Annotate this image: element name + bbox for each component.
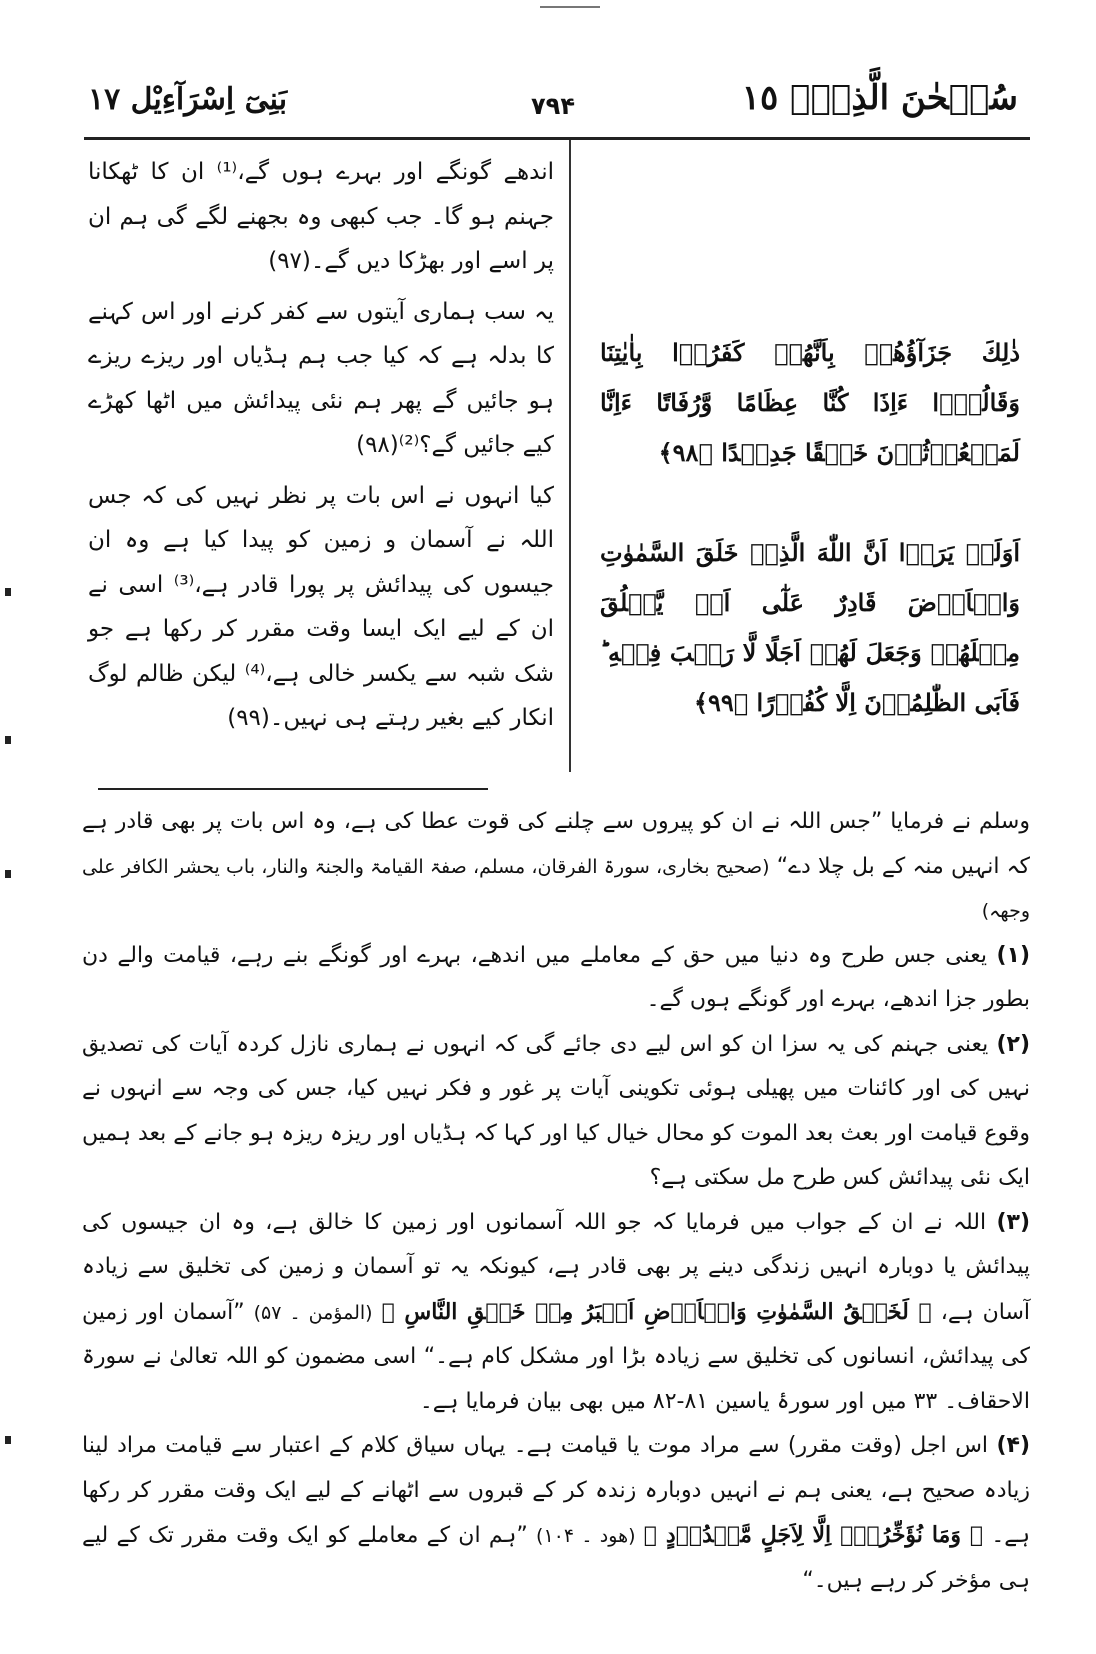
translation-verse-98: یہ سب ہماری آیتوں سے کفر کرنے اور اس کہنے کا بدلہ ہے کہ کیا جب ہم ہڈیاں اور ریزے ریزے ہو جائیں گے پھر ہم نئی پیدائش میں اٹھا کھڑے کیے جائیں گے؟⁽²⁾(۹۸) (88, 298, 554, 458)
margin-mark (5, 588, 11, 596)
footnote-number: (۲) (996, 1031, 1030, 1057)
footnote-ayah: ﴿ لَخَلۡقُ السَّمٰوٰتِ وَالۡاَرۡضِ اَكۡبَرُ مِنۡ خَلۡقِ النَّاسِ ﴾ (381, 1298, 932, 1325)
footnote-text: یعنی جس طرح وہ دنیا میں حق کے معاملے میں اندھے، بہرے اور گونگے بنے رہے، قیامت والے دن بطور جزا اندھے، بہرے اور گونگے ہوں گے۔ (82, 942, 1030, 1012)
footnote-reference: (ھود ۔ ۱۰۴) (536, 1525, 636, 1547)
urdu-translation-column (88, 150, 554, 747)
footnote-number: (۴) (996, 1433, 1031, 1458)
footnote-3 (82, 1201, 1030, 1425)
margin-mark (5, 870, 11, 878)
footnote-rule (98, 788, 488, 790)
footnote-reference: (صحیح بخاری، سورۃ الفرقان، مسلم، صفۃ القیامۃ والجنۃ والنار، باب یحشر الکافر علی وجھہ) (82, 855, 1030, 922)
margin-mark (5, 736, 11, 744)
page-header (78, 78, 1028, 134)
arabic-verse-98: ذٰلِكَ جَزَآؤُهُمۡ بِاَنَّهُمۡ كَفَرُوۡا بِاٰيٰتِنَا وَقَالُوۡۤا ءَاِذَا كُنَّا عِظَامًا وَّرُفَاتًا ءَاِنَّا لَمَبۡعُوۡثُوۡنَ خَلۡقًا جَدِيۡدًا ﴿۹۸﴾ (600, 338, 1020, 467)
footnote-text: وسلم نے فرمایا ”جس اللہ نے ان کو پیروں سے چلنے کی قوت عطا کی ہے، وہ اس بات پر بھی قادر ہے کہ انہیں منہ کے بل چلا دے“ (82, 809, 1030, 879)
footnote-continued (82, 800, 1030, 934)
column-divider (569, 140, 571, 772)
page-number: ۷۹۴ (531, 92, 575, 120)
arabic-verse-99: اَوَلَمۡ يَرَوۡا اَنَّ اللّٰهَ الَّذِىۡ خَلَقَ السَّمٰوٰتِ وَالۡاَرۡضَ قَادِرٌ عَلٰٓى اَنۡ يَّخۡلُقَ مِثۡلَهُمۡ وَجَعَلَ لَهُمۡ اَجَلًا لَّا رَيۡبَ فِيۡهِ ؕ فَاَبَى الظّٰلِمُوۡنَ اِلَّا كُفُوۡرًا ﴿۹۹﴾ (600, 538, 1020, 717)
translation-verse-99: کیا انہوں نے اس بات پر نظر نہیں کی کہ جس اللہ نے آسمان و زمین کو پیدا کیا ہے وہ ان جیسوں کی پیدائش پر پورا قادر ہے،⁽³⁾ اسی نے ان کے لیے ایک ایسا وقت مقرر کر رکھا ہے جو شک شبہ سے یکسر خالی ہے،⁽⁴⁾ لیکن ظالم لوگ انکار کیے بغیر رہتے ہی نہیں۔(۹۹) (88, 482, 554, 731)
footnote-text: اس اجل (وقت مقرر) سے مراد موت یا قیامت ہے۔ یہاں سیاق کلام کے اعتبار سے قیامت مراد لینا زیادہ صحیح ہے، یعنی ہم نے انہیں دوبارہ زندہ کر کے قبروں سے اٹھانے کے لیے ایک وقت مقرر کر رکھا ہے۔ (82, 1433, 1031, 1548)
header-rule (84, 137, 1030, 140)
scan-mark (540, 6, 600, 8)
footnote-text-continued: ”ہم ان کے معاملے کو ایک وقت مقرر تک کے لیے ہی مؤخر کر رہے ہیں۔“ (82, 1523, 1030, 1593)
footnote-text: اللہ نے ان کے جواب میں فرمایا کہ جو اللہ آسمانوں اور زمین کا خالق ہے، وہ ان جیسوں کی پیدائش یا دوبارہ انہیں زندگی دینے پر بھی قادر ہے، کیونکہ یہ تو آسمان و زمین کی تخلیق سے زیادہ آسان ہے، (82, 1209, 1030, 1325)
footnote-text-continued: ”آسمان اور زمین کی پیدائش، انسانوں کی تخلیق سے زیادہ بڑا اور مشکل کام ہے۔“ اسی مضمون کو اللہ تعالیٰ نے سورۃ الاحقاف۔ ۳۳ میں اور سورۂ یاسین ۸۱-۸۲ میں بھی بیان فرمایا ہے۔ (82, 1299, 1030, 1414)
translation-verse-97: اندھے گونگے اور بہرے ہوں گے،⁽¹⁾ ان کا ٹھکانا جہنم ہو گا۔ جب کبھی وہ بجھنے لگے گی ہم ان پر اسے اور بھڑکا دیں گے۔(۹۷) (88, 159, 554, 274)
footnote-ayah: ﴿ وَمَا نُؤَخِّرُهٗۤ اِلَّا لِاَجَلٍ مَّعۡدُوۡدٍ ﴾ (643, 1522, 984, 1548)
margin-mark (5, 1436, 11, 1444)
footnote-4 (82, 1424, 1030, 1603)
para-title: سُبۡحٰنَ الَّذِیۡٓ ١٥ (741, 78, 1018, 118)
footnote-text: یعنی جہنم کی یہ سزا ان کو اس لیے دی جائے گی کہ انہوں نے ہماری نازل کردہ آیات کی تصدیق نہیں کی اور کائنات میں پھیلی ہوئی تکوینی آیات پر غور و فکر نہیں کیا، جس کی وجہ سے انہوں نے وقوع قیامت اور بعث بعد الموت کو محال خیال کیا اور کہا کہ ہڈیاں اور ریزہ ریزہ ہو جانے کے بعد ہمیں ایک نئی پیدائش کس طرح مل سکتی ہے؟ (82, 1031, 1030, 1190)
surah-title: بَنِیٓ اِسْرَآءِیْل ١٧ (88, 82, 288, 117)
footnote-2 (82, 1023, 1030, 1201)
footnote-number: (۳) (996, 1209, 1030, 1235)
footnote-reference: (المؤمن ۔ ۵۷) (253, 1301, 373, 1324)
footnote-number: (۱) (996, 942, 1030, 968)
footnotes-section (82, 800, 1030, 1603)
footnote-1 (82, 934, 1030, 1023)
